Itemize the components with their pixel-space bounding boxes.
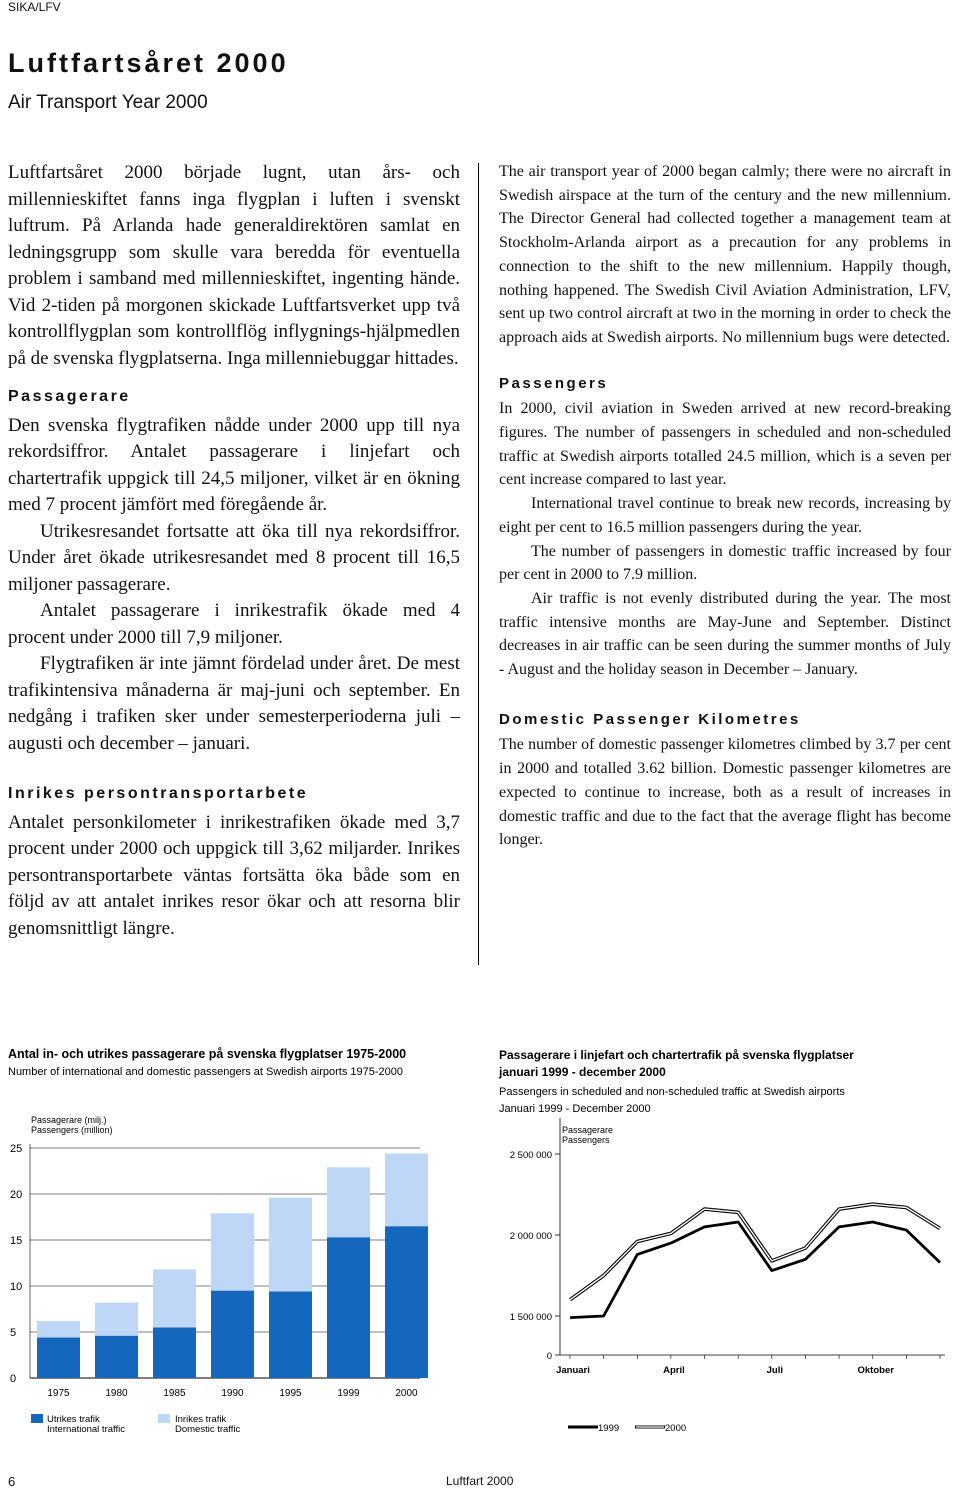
x-tick-label: 1990 — [221, 1388, 244, 1399]
intro-paragraph-sv: Luftfartsåret 2000 började lugnt, utan års- och millennieskiftet fanns inga flygplan i luften i svenskt luftrum. På Arlanda hade generaldirektören samlat en ledningsgrupp som skulle vara beredda för eventuella problem i samband med millennieskiftet, ingenting hände. Vid 2-tiden på morgonen skickade Luftfartsverket upp två kontrollflygplan som kontrollflög inflygnings-hjälpmedlen på de svenska flygplatserna. Inga millenniebuggar hittades. — [8, 162, 460, 369]
x-tick-label: Januari — [556, 1365, 590, 1376]
column-divider — [478, 163, 479, 965]
paragraph: The number of passengers in domestic traffic increased by four per cent in 2000 to 7.9 million. — [499, 542, 951, 584]
paragraph: Antalet personkilometer i inrikestrafiken ökade med 3,7 procent under 2000 och uppgick till 3,62 miljarder. Inrikes persontransportarbete väntas fortsätta öka både som en följd av att antalet inrikes resor ökar och att resorna blir genomsnittligt längre. — [8, 811, 460, 939]
page-subtitle: Air Transport Year 2000 — [8, 92, 208, 113]
y-tick-label: 5 — [10, 1327, 17, 1339]
bar-international — [95, 1336, 138, 1378]
legend-label-international-sv: Utrikes trafik — [47, 1414, 100, 1425]
y-tick-label: 2 000 000 — [509, 1231, 552, 1242]
swedish-column — [8, 160, 460, 942]
x-tick-label: Juli — [766, 1365, 784, 1376]
bar-international — [385, 1226, 428, 1378]
bar-domestic — [37, 1321, 80, 1338]
chart2-subtitle-period: Januari 1999 - December 2000 — [499, 1103, 651, 1115]
passengers-bar-chart — [0, 1040, 470, 1440]
paragraph: Air traffic is not evenly distributed during the year. The most traffic intensive months are May-June and September. Distinct decreases in air traffic can be seen during the summer months of July - August and the holiday season in December – January. — [499, 589, 951, 679]
footer-publication: Luftfart 2000 — [446, 1474, 514, 1488]
chart2-subtitle: Passengers in scheduled and non-scheduled traffic at Swedish airports — [499, 1086, 845, 1098]
bar-international — [153, 1327, 196, 1378]
legend-label-1999: 1999 — [598, 1423, 620, 1434]
chart1-ylabel-sv: Passagerare (milj.) — [31, 1115, 107, 1125]
x-tick-label: 1985 — [163, 1388, 186, 1399]
legend-label-2000: 2000 — [665, 1423, 687, 1434]
chart1-title: Antal in- och utrikes passagerare på svenska flygplatser 1975-2000 — [8, 1047, 407, 1061]
chart2-title: Passagerare i linjefart och chartertrafik på svenska flygplatser — [499, 1048, 854, 1062]
y-tick-label: 0 — [546, 1351, 552, 1362]
y-tick-label: 20 — [10, 1189, 23, 1201]
chart2-ylabel-sv: Passagerare — [562, 1125, 614, 1135]
intro-paragraph-en: The air transport year of 2000 began calmly; there were no aircraft in Swedish airspace at the turn of the century and the new millennium. The Director General had collected together a management team at Stockholm-Arlanda airport as a precaution for any problems in connection to the shift to the new millennium. Happily though, nothing happened. The Swedish Civil Aviation Administration, LFV, sent up two control aircraft at two in the morning in order to check the approach aids at Swedish airports. No millennium bugs were detected. — [499, 163, 951, 346]
x-tick-label: 1975 — [47, 1388, 70, 1399]
y-tick-label: 25 — [10, 1143, 23, 1155]
page-title: Luftfartsåret 2000 — [8, 48, 289, 78]
legend-swatch-domestic — [158, 1414, 170, 1423]
x-tick-label: 1999 — [337, 1388, 360, 1399]
legend-label-international-en: International traffic — [47, 1424, 125, 1435]
bar-international — [37, 1338, 80, 1378]
chart1-ylabel-en: Passengers (million) — [31, 1125, 113, 1135]
x-tick-label: Oktober — [857, 1365, 894, 1376]
heading-passagerare: Passagerare — [8, 388, 131, 405]
bar-domestic — [95, 1303, 138, 1336]
bar-international — [269, 1292, 312, 1378]
paragraph: Utrikesresandet fortsatte att öka till nya rekordsiffror. Under året ökade utrikesresandet med 8 procent till 16,5 miljoner passagerare. — [8, 520, 460, 595]
bar-domestic — [385, 1154, 428, 1227]
heading-passengers: Passengers — [499, 374, 609, 392]
chart1-subtitle: Number of international and domestic passengers at Swedish airports 1975-2000 — [8, 1066, 404, 1078]
bar-international — [211, 1291, 254, 1378]
paragraph: Antalet passagerare i inrikestrafik ökade med 4 procent under 2000 till 7,9 miljoner. — [8, 600, 460, 648]
y-tick-label: 10 — [10, 1281, 23, 1293]
header-code: SIKA/LFV — [8, 0, 61, 14]
bar-domestic — [153, 1269, 196, 1327]
paragraph: Den svenska flygtrafiken nådde under 2000 upp till nya rekordsiffror. Antalet passagerare i linjefart och chartertrafik uppgick till 24,5 miljoner, vilket är en ökning med 7 procent jämfört med föregående år. — [8, 414, 460, 515]
x-tick-label: 1980 — [105, 1388, 128, 1399]
bar-domestic — [269, 1198, 312, 1292]
legend-swatch-international — [31, 1414, 43, 1423]
monthly-passengers-line-chart — [490, 1040, 960, 1440]
heading-inrikes-persontransportarbete: Inrikes persontransportarbete — [8, 785, 309, 802]
paragraph: In 2000, civil aviation in Sweden arrived at new record-breaking figures. The number of passengers in scheduled and non-scheduled traffic at Swedish airports totalled 24.5 million, which is a seven per cent increase compared to last year. — [499, 400, 951, 489]
legend-label-domestic-sv: Inrikes trafik — [175, 1414, 227, 1425]
y-tick-label: 2 500 000 — [509, 1150, 552, 1161]
bar-international — [327, 1237, 370, 1378]
series-line-2000-outline — [570, 1204, 940, 1300]
chart2-ylabel-en: Passengers — [562, 1135, 610, 1145]
legend-label-domestic-en: Domestic traffic — [175, 1424, 241, 1435]
paragraph: The number of domestic passenger kilometres climbed by 3.7 per cent in 2000 and totalled 3.62 billion. Domestic passenger kilometres are expected to continue to increase, both as a result of increases in domestic traffic and due to the fact that the average flight has become longer. — [499, 736, 951, 849]
page-number: 6 — [8, 1474, 16, 1489]
x-tick-label: 1995 — [279, 1388, 302, 1399]
x-tick-label: April — [663, 1365, 685, 1376]
bar-domestic — [211, 1213, 254, 1290]
x-tick-label: 2000 — [395, 1388, 418, 1399]
bar-domestic — [327, 1167, 370, 1237]
y-tick-label: 15 — [10, 1235, 23, 1247]
y-tick-label: 0 — [10, 1373, 17, 1385]
paragraph: Flygtrafiken är inte jämnt fördelad under året. De mest trafikintensiva månaderna är maj-juni och september. En nedgång i trafiken sker under semesterperioderna juli – augusti och december – januari. — [8, 653, 460, 754]
paragraph: International travel continue to break new records, increasing by eight per cent to 16.5 million passengers during the year. — [499, 495, 951, 536]
heading-domestic-passenger-kilometres: Domestic Passenger Kilometres — [499, 710, 801, 728]
y-tick-label: 1 500 000 — [509, 1312, 552, 1323]
english-column — [499, 160, 951, 852]
chart2-title-period: januari 1999 - december 2000 — [499, 1065, 666, 1079]
